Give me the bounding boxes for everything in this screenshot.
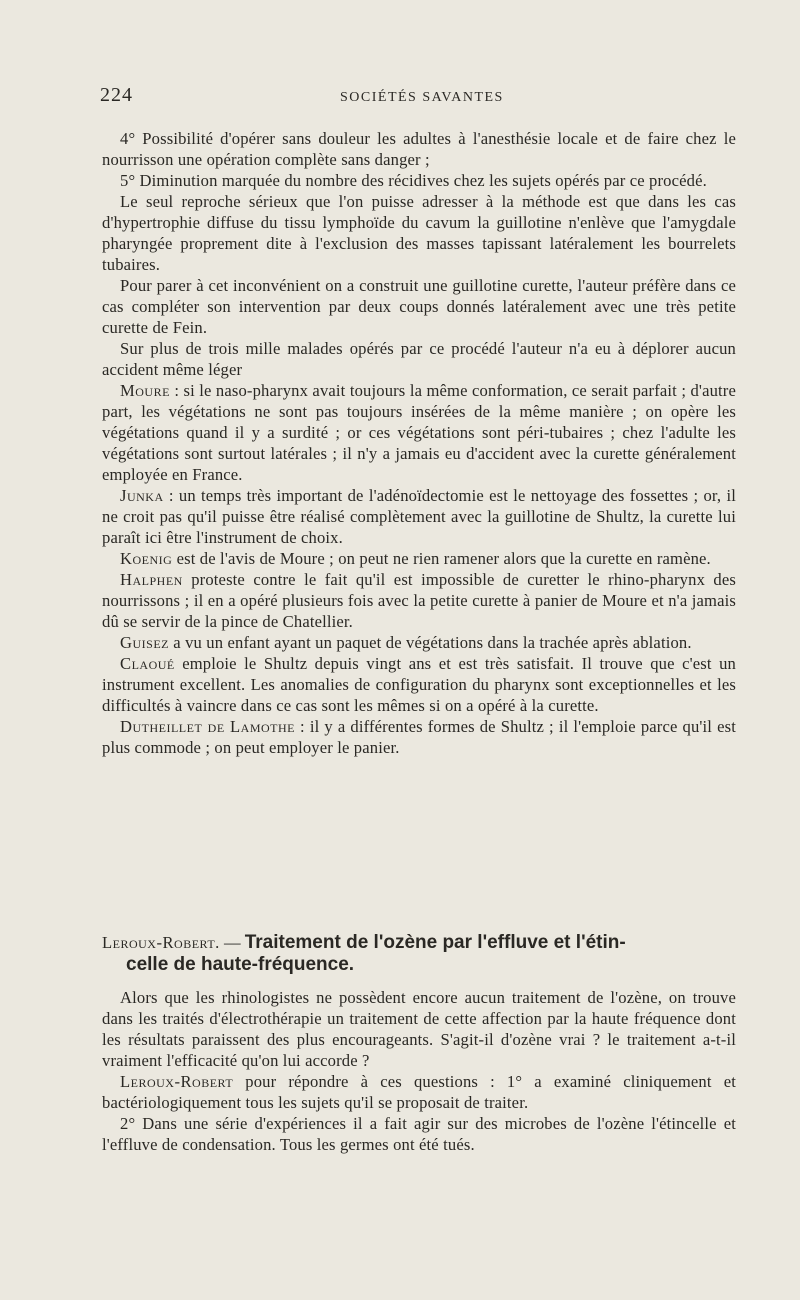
paragraph: 5° Diminution marquée du nombre des récidives chez les sujets opérés par ce procédé. bbox=[120, 171, 707, 190]
paragraph: Le seul reproche sérieux que l'on puisse adresser à la méthode est que dans les cas d'hypertrophie diffuse du tissu lymphoïde du cavum la guillotine n'enlève que l'amygdale pharyngée proprement dite à l'exclusion des masses tapissant latéralement les bourrelets tubaires. bbox=[102, 192, 736, 274]
paragraph: 4° Possibilité d'opérer sans douleur les adultes à l'anesthésie locale et de faire chez le nourrisson une opération complète sans danger ; bbox=[102, 129, 736, 169]
speaker-name: Halphen bbox=[120, 570, 183, 589]
speaker-name: Junka bbox=[120, 486, 164, 505]
page-number: 224 bbox=[100, 84, 133, 106]
speaker-paragraph: Leroux-Robert pour répondre à ces questions : 1° a examiné cliniquement et bactériologiquement tous les sujets qu'il se proposait de traiter. bbox=[102, 1072, 736, 1112]
speaker-name: Leroux-Robert bbox=[120, 1072, 234, 1091]
body-text-bottom bbox=[102, 987, 736, 1155]
speaker-paragraph: Halphen proteste contre le fait qu'il est impossible de curetter le rhino-pharynx des nourrissons ; il en a opéré plusieurs fois avec la petite curette à panier de Moure et n'a jamais dû se servir de la pince de Chatellier. bbox=[102, 570, 736, 631]
section-author: Leroux-Robert. bbox=[102, 933, 220, 952]
speaker-name: Claoué bbox=[120, 654, 175, 673]
speaker-name: Moure bbox=[120, 381, 170, 400]
speaker-name: Guisez bbox=[120, 633, 169, 652]
paragraph: Sur plus de trois mille malades opérés par ce procédé l'auteur n'a eu à déplorer aucun accident même léger bbox=[102, 339, 736, 379]
body-text-top bbox=[102, 128, 736, 758]
speaker-paragraph: Claoué emploie le Shultz depuis vingt ans et est très satisfait. Il trouve que c'est un instrument excellent. Les anomalies de configuration du pharynx sont exceptionnelles et les difficultés à vaincre dans ce cas sont les mêmes si on a opéré à la curette. bbox=[102, 654, 736, 715]
speaker-name: Koenig bbox=[120, 549, 173, 568]
speaker-paragraph: Dutheillet de Lamothe : il y a différentes formes de Shultz ; il l'emploie parce qu'il est plus commode ; on peut employer le panier. bbox=[102, 717, 736, 757]
speaker-paragraph: Guisez a vu un enfant ayant un paquet de végétations dans la trachée après ablation. bbox=[120, 633, 692, 652]
section-title-line1: Traitement de l'ozène par l'effluve et l'étin- bbox=[244, 932, 626, 953]
speaker-paragraph: Junka : un temps très important de l'adénoïdectomie est le nettoyage des fossettes ; or, il ne croit pas qu'il puisse être réalisé complètement avec la guillotine de Shultz, la curette lui paraît ici être l'instrument de choix. bbox=[102, 486, 736, 547]
page-header bbox=[100, 84, 740, 114]
section-title-line2: celle de haute-fréquence. bbox=[126, 954, 355, 975]
paragraph: 2° Dans une série d'expériences il a fait agir sur des microbes de l'ozène l'étincelle et l'effluve de condensation. Tous les germes ont été tués. bbox=[102, 1114, 736, 1154]
speaker-name: Dutheillet de Lamothe bbox=[120, 717, 296, 736]
speaker-paragraph: Koenig est de l'avis de Moure ; on peut ne rien ramener alors que la curette en ramène. bbox=[120, 549, 711, 568]
section-heading bbox=[102, 932, 736, 976]
paragraph: Pour parer à cet inconvénient on a construit une guillotine curette, l'auteur préfère dans ce cas compléter son intervention par deux coups donnés latéralement avec une très petite curette de Fein. bbox=[102, 276, 736, 337]
paragraph: Alors que les rhinologistes ne possèdent encore aucun traitement de l'ozène, on trouve dans les traités d'électrothérapie un traitement de cette affection par la haute fréquence dont les résultats paraissent des plus encourageants. S'agit-il d'ozène vrai ? le traitement a-t-il vraiment l'efficacité qu'on lui accorde ? bbox=[102, 988, 736, 1070]
running-title: SOCIÉTÉS SAVANTES bbox=[340, 90, 504, 105]
section-dash: — bbox=[219, 933, 245, 952]
speaker-paragraph: Moure : si le naso-pharynx avait toujours la même conformation, ce serait parfait ; d'autre part, les végétations ne sont pas toujours insérées de la même manière ; on opère les végétations quand il y a surdité ; or ces végétations sont péri-tubaires ; chez l'adulte les végétations sont surtout latérales ; il n'y a jamais eu d'accident avec la curette généralement employée en France. bbox=[102, 381, 736, 484]
